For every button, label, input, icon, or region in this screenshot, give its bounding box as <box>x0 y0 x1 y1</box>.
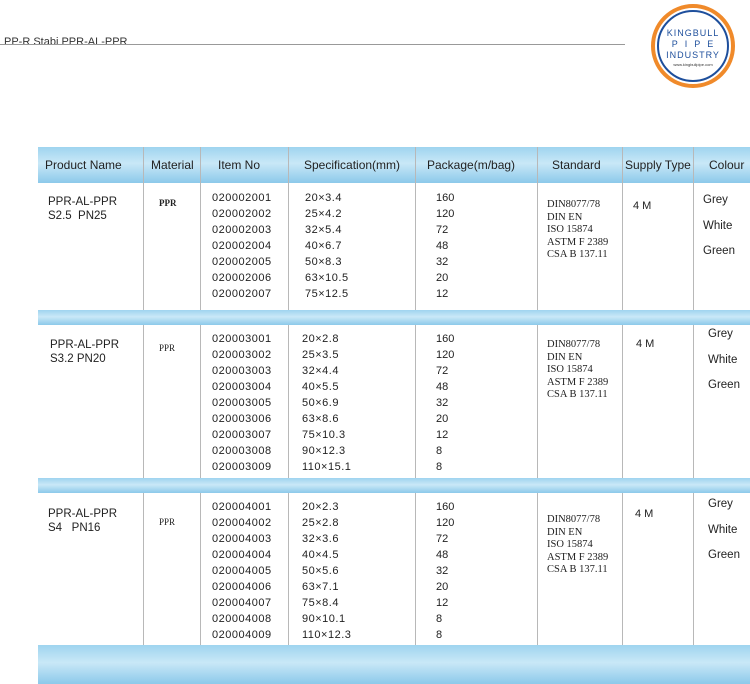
specification-entry: 75×12.5 <box>305 288 349 300</box>
specification-entry: 63×7.1 <box>302 581 339 593</box>
column-divider <box>537 325 538 478</box>
package-entry: 12 <box>436 597 449 609</box>
specification-entry: 40×6.7 <box>305 240 342 252</box>
standard-entry: ASTM F 2389 <box>547 551 609 563</box>
specification-entry: 50×5.6 <box>302 565 339 577</box>
col-header-package: Package(m/bag) <box>427 158 516 172</box>
logo-text-line1: KINGBULL <box>666 28 720 38</box>
column-divider <box>415 325 416 478</box>
material: PPR <box>159 343 176 353</box>
package-entry: 12 <box>436 288 449 300</box>
specification-entry: 25×4.2 <box>305 208 342 220</box>
specification-entry: 25×3.5 <box>302 349 339 361</box>
standard-entry: CSA B 137.11 <box>547 389 608 400</box>
package-entry: 48 <box>436 240 449 252</box>
product-name: PPR-AL-PPR <box>50 339 120 351</box>
product-class: S4 PN16 <box>48 522 101 534</box>
package-entry: 120 <box>436 349 455 361</box>
item-no-entry: 020004003 <box>212 533 272 545</box>
specification-entry: 25×2.8 <box>302 517 339 529</box>
specification-entry: 20×2.8 <box>302 333 339 345</box>
package-entry: 32 <box>436 397 449 409</box>
column-divider <box>622 493 623 645</box>
item-no-entry: 020002001 <box>212 192 272 204</box>
product-name: PPR-AL-PPR <box>48 196 118 208</box>
colour-entry: Green <box>703 245 735 257</box>
package-entry: 160 <box>436 501 455 513</box>
item-no-entry: 020003003 <box>212 365 272 377</box>
package-entry: 8 <box>436 461 443 473</box>
item-no-entry: 020003005 <box>212 397 272 409</box>
package-list <box>436 331 454 475</box>
item-no-entry: 020004002 <box>212 517 272 529</box>
column-divider <box>200 325 201 478</box>
specification-entry: 63×10.5 <box>305 272 349 284</box>
package-entry: 8 <box>436 629 443 641</box>
product-class: S2.5 PN25 <box>48 210 107 222</box>
item-no-entry: 020002002 <box>212 208 272 220</box>
colour-entry: White <box>703 219 733 232</box>
package-entry: 160 <box>436 333 455 345</box>
item-no-entry: 020004009 <box>212 629 272 641</box>
item-no-entry: 020004008 <box>212 613 272 625</box>
specification-entry: 40×5.5 <box>302 381 339 393</box>
column-divider <box>537 147 538 310</box>
standard-entry: DIN8077/78 <box>547 514 601 525</box>
item-no-entry: 020004001 <box>212 501 272 513</box>
package-entry: 48 <box>436 381 449 393</box>
standard-list <box>547 514 608 577</box>
logo-text-line2: PIPE <box>671 39 721 49</box>
col-header-colour: Colour <box>709 158 745 172</box>
column-divider <box>622 147 623 310</box>
column-divider <box>415 493 416 645</box>
logo-text-line3: INDUSTRY <box>666 50 720 60</box>
standard-entry: DIN8077/78 <box>547 339 601 350</box>
standard-entry: ISO 15874 <box>547 224 593 235</box>
column-divider <box>288 147 289 310</box>
specification-entry: 50×6.9 <box>302 397 339 409</box>
item-no-entry: 020004007 <box>212 597 272 609</box>
standard-entry: CSA B 137.11 <box>547 564 608 575</box>
standard-entry: DIN EN <box>547 351 583 363</box>
colour-entry: White <box>708 353 738 366</box>
specification-entry: 90×10.1 <box>302 613 346 625</box>
package-entry: 72 <box>436 365 449 377</box>
supply-type: 4 M <box>635 508 654 520</box>
column-divider <box>143 325 144 478</box>
item-no-entry: 020003008 <box>212 445 272 457</box>
col-header-item-no: Item No <box>218 158 261 172</box>
standard-list <box>547 199 608 262</box>
table-footer-band <box>38 645 750 684</box>
column-divider <box>143 147 144 310</box>
specification-list <box>302 499 351 643</box>
specification-entry: 32×5.4 <box>305 224 342 236</box>
package-entry: 120 <box>436 517 455 529</box>
standard-entry: ASTM F 2389 <box>547 376 609 388</box>
col-header-supply-type: Supply Type <box>625 158 691 172</box>
column-divider <box>537 493 538 645</box>
colour-entry: Grey <box>708 328 733 340</box>
package-entry: 48 <box>436 549 449 561</box>
specification-entry: 110×12.3 <box>302 629 352 641</box>
package-entry: 160 <box>436 192 455 204</box>
table-header-band <box>38 147 750 183</box>
specification-list <box>302 331 351 475</box>
column-divider <box>143 493 144 645</box>
material: PPR <box>159 198 177 208</box>
colour-list <box>708 492 740 569</box>
item-no-list <box>212 190 272 302</box>
colour-list <box>703 188 735 265</box>
package-entry: 20 <box>436 272 449 284</box>
material: PPR <box>159 517 176 527</box>
package-entry: 20 <box>436 581 449 593</box>
specification-entry: 20×3.4 <box>305 192 342 204</box>
specification-entry: 40×4.5 <box>302 549 339 561</box>
package-entry: 8 <box>436 613 443 625</box>
column-divider <box>288 493 289 645</box>
col-header-standard: Standard <box>552 158 601 172</box>
colour-list <box>708 322 740 399</box>
logo-url: www.kingbullpipe.com <box>673 62 713 67</box>
package-entry: 8 <box>436 445 443 457</box>
item-no-entry: 020004004 <box>212 549 272 561</box>
group-separator-band <box>38 310 750 325</box>
item-no-entry: 020002006 <box>212 272 272 284</box>
package-entry: 32 <box>436 565 449 577</box>
group-separator-band <box>38 478 750 493</box>
specification-entry: 20×2.3 <box>302 501 339 513</box>
colour-entry: Grey <box>703 194 728 206</box>
product-class: S3.2 PN20 <box>50 353 106 365</box>
specification-entry: 75×8.4 <box>302 597 339 609</box>
specification-list <box>305 190 349 302</box>
column-divider <box>200 147 201 310</box>
header-divider <box>0 44 625 45</box>
specification-entry: 75×10.3 <box>302 429 346 441</box>
standard-entry: ISO 15874 <box>547 364 593 375</box>
supply-type: 4 M <box>633 200 652 212</box>
colour-entry: Green <box>708 549 740 561</box>
supply-type: 4 M <box>636 338 655 350</box>
package-entry: 20 <box>436 413 449 425</box>
specification-entry: 90×12.3 <box>302 445 346 457</box>
column-divider <box>622 325 623 478</box>
package-entry: 72 <box>436 533 449 545</box>
package-entry: 120 <box>436 208 455 220</box>
item-no-entry: 020004005 <box>212 565 272 577</box>
column-divider <box>693 493 694 645</box>
item-no-entry: 020003006 <box>212 413 272 425</box>
col-header-material: Material <box>151 158 194 172</box>
item-no-entry: 020002004 <box>212 240 272 252</box>
column-divider <box>415 147 416 310</box>
item-no-entry: 020003009 <box>212 461 272 473</box>
package-entry: 12 <box>436 429 449 441</box>
standard-entry: ASTM F 2389 <box>547 236 609 248</box>
col-header-specification: Specification(mm) <box>304 158 401 172</box>
colour-entry: Grey <box>708 498 733 510</box>
package-entry: 72 <box>436 224 449 236</box>
standard-list <box>547 339 608 402</box>
package-list <box>436 499 454 643</box>
item-no-entry: 020004006 <box>212 581 272 593</box>
product-name: PPR-AL-PPR <box>48 508 118 520</box>
column-divider <box>288 325 289 478</box>
item-no-entry: 020003004 <box>212 381 272 393</box>
column-divider <box>200 493 201 645</box>
colour-entry: Green <box>708 379 740 391</box>
item-no-list <box>212 499 272 643</box>
item-no-entry: 020002007 <box>212 288 272 300</box>
specification-entry: 63×8.6 <box>302 413 339 425</box>
item-no-entry: 020003002 <box>212 349 272 361</box>
item-no-list <box>212 331 272 475</box>
specification-entry: 32×3.6 <box>302 533 339 545</box>
colour-entry: White <box>708 523 738 536</box>
specification-entry: 50×8.3 <box>305 256 342 268</box>
specification-entry: 32×4.4 <box>302 365 339 377</box>
standard-entry: CSA B 137.11 <box>547 249 608 260</box>
standard-entry: ISO 15874 <box>547 539 593 550</box>
company-logo <box>651 4 735 88</box>
item-no-entry: 020003007 <box>212 429 272 441</box>
page-title: PP-R Stabi PPR-AL-PPR <box>4 36 128 48</box>
column-divider <box>693 147 694 310</box>
item-no-entry: 020002005 <box>212 256 272 268</box>
specification-entry: 110×15.1 <box>302 461 352 473</box>
item-no-entry: 020003001 <box>212 333 272 345</box>
col-header-product-name: Product Name <box>45 158 122 172</box>
standard-entry: DIN EN <box>547 211 583 223</box>
package-entry: 32 <box>436 256 449 268</box>
standard-entry: DIN EN <box>547 526 583 538</box>
package-list <box>436 190 454 302</box>
standard-entry: DIN8077/78 <box>547 199 601 210</box>
item-no-entry: 020002003 <box>212 224 272 236</box>
column-divider <box>693 325 694 478</box>
